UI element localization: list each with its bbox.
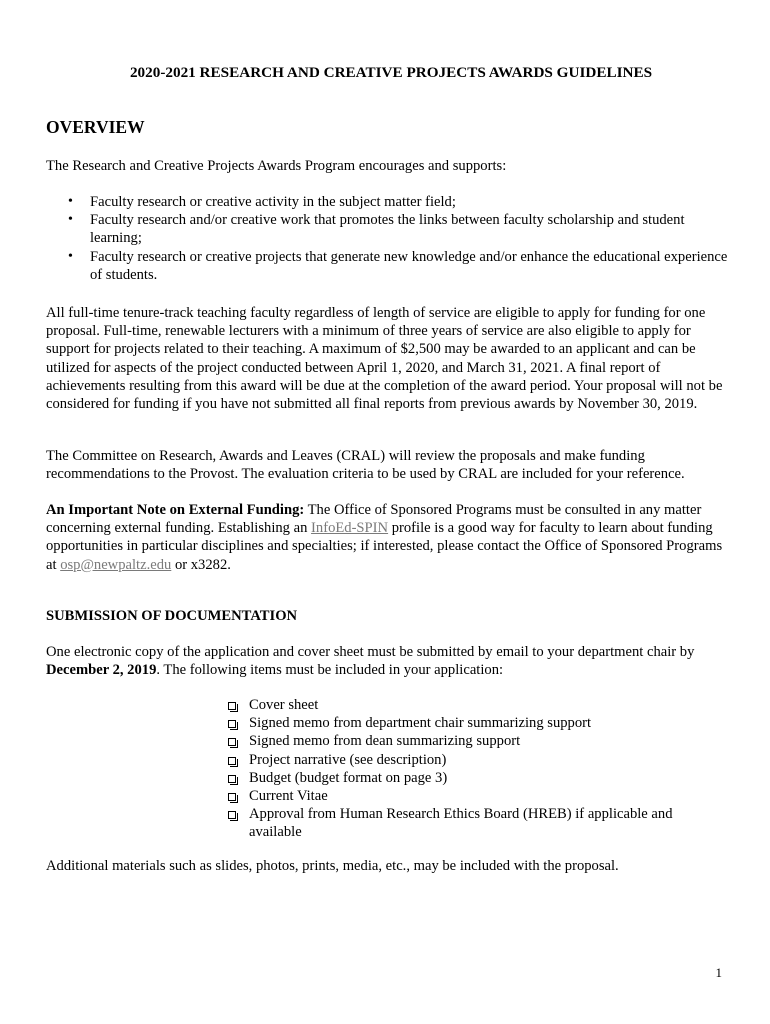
deadline-date: December 2, 2019 — [46, 662, 157, 679]
list-item: Project narrative (see description) — [228, 751, 698, 769]
overview-heading: OVERVIEW — [46, 117, 145, 137]
required-items-list — [228, 696, 698, 842]
external-funding-note — [46, 501, 736, 574]
checkbox-square-icon — [228, 775, 236, 783]
additional-materials-paragraph: Additional materials such as slides, photos, prints, media, etc., may be included with the proposal. — [46, 858, 619, 874]
overview-intro: The Research and Creative Projects Awards Program encourages and supports: — [46, 158, 507, 174]
list-item: Signed memo from dean summarizing support — [228, 732, 698, 750]
list-item: Signed memo from department chair summarizing support — [228, 714, 698, 732]
list-item: Current Vitae — [228, 787, 698, 805]
bullet-icon: • — [68, 248, 73, 264]
bullet-icon: • — [68, 194, 73, 209]
checkbox-square-icon — [228, 811, 236, 819]
bullet-icon: • — [68, 212, 73, 228]
checkbox-square-icon — [228, 757, 236, 765]
list-item: • Faculty research and/or creative work that promotes the links between faculty scholarship and student learning; — [68, 212, 685, 247]
document-title: 2020-2021 RESEARCH AND CREATIVE PROJECTS AWARDS GUIDELINES — [129, 64, 653, 81]
submission-paragraph: One electronic copy of the application and cover sheet must be submitted by email to your department chair by December 2, 2019. The following items must be included in your application: — [46, 644, 695, 679]
document-page — [46, 0, 736, 1024]
list-item: • Faculty research or creative projects that generate new knowledge and/or enhance the educational experience of students. — [68, 248, 728, 283]
checkbox-square-icon — [228, 793, 236, 801]
checkbox-square-icon — [228, 720, 236, 728]
checkbox-square-icon — [228, 738, 236, 746]
eligibility-paragraph: All full-time tenure-track teaching faculty regardless of length of service are eligible to apply for funding for one proposal. Full-time, renewable lecturers with a minimum of three years of service are also eligible to apply for support for projects related to their teaching. A maximum of $2,500 may be awarded to an applicant and can be utilized for aspects of the project conducted between April 1, 2020, and March 31, 2021. A final report of achievements resulting from this award will be due at the completion of the award period. Your proposal will not be considered for funding if you have not submitted all final reports from previous awards by November 30, 2019. — [46, 305, 723, 413]
list-item: Cover sheet — [228, 696, 698, 714]
submission-heading: SUBMISSION OF DOCUMENTATION — [46, 608, 298, 624]
note-text: profile is a good way for faculty to learn about funding opportunities in particular disciplines and specialties; if interested, please contact the Office of Sponsored Programs at — [46, 520, 723, 573]
list-item: Budget (budget format on page 3) — [228, 769, 698, 787]
overview-bullet-list — [46, 193, 736, 284]
note-text: The Office of Sponsored Programs must be consulted in any matter concerning external funding. Establishing an — [46, 502, 702, 537]
osp-email-link[interactable]: osp@newpaltz.edu — [60, 556, 172, 573]
note-label: An Important Note on External Funding: — [46, 502, 305, 518]
list-item: • Faculty research or creative activity in the subject matter field; — [68, 194, 456, 210]
checkbox-square-icon — [228, 702, 236, 710]
list-item: Approval from Human Research Ethics Board (HREB) if applicable and available — [228, 805, 698, 841]
cral-paragraph: The Committee on Research, Awards and Leaves (CRAL) will review the proposals and make funding recommendations to the Provost. The evaluation criteria to be used by CRAL are included for your reference. — [46, 448, 685, 483]
infoed-spin-link[interactable]: InfoEd-SPIN — [311, 520, 389, 537]
page-number: 1 — [715, 965, 722, 980]
note-text: or x3282. — [171, 556, 231, 573]
